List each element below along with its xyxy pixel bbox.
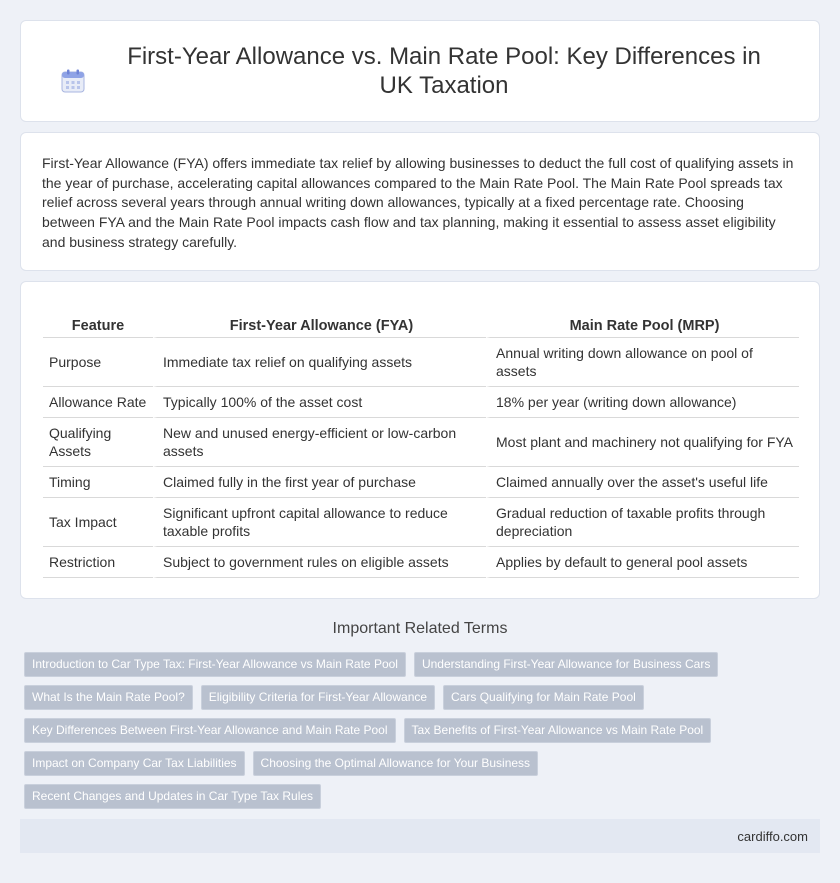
calendar-icon [60,68,86,94]
table-row [43,547,799,578]
row-feature: Restriction [43,547,153,578]
related-tag[interactable]: Tax Benefits of First-Year Allowance vs Main Rate Pool [404,718,712,743]
related-tag[interactable]: Choosing the Optimal Allowance for Your Business [253,751,539,776]
related-tag[interactable]: Impact on Company Car Tax Liabilities [24,751,245,776]
related-tag[interactable]: Eligibility Criteria for First-Year Allowance [201,685,435,710]
row-fya: Significant upfront capital allowance to reduce taxable profits [153,498,486,547]
table-row [43,387,799,418]
table-row [43,467,799,498]
table-header-row [43,312,799,338]
row-fya: New and unused energy-efficient or low-carbon assets [153,418,486,467]
header-fya: First-Year Allowance (FYA) [153,312,486,338]
title-card [20,20,820,122]
table-row [43,498,799,547]
related-tag[interactable]: Cars Qualifying for Main Rate Pool [443,685,644,710]
table-row [43,418,799,467]
footer-site-link[interactable]: cardiffo.com [737,828,808,844]
related-terms-section [20,620,820,809]
related-tag[interactable]: Key Differences Between First-Year Allowance and Main Rate Pool [24,718,396,743]
page-title: First-Year Allowance vs. Main Rate Pool: Key Differences in UK Taxation [127,43,761,99]
row-mrp: Claimed annually over the asset's useful life [486,467,799,498]
intro-card [20,132,820,271]
row-mrp: 18% per year (writing down allowance) [486,387,799,418]
related-terms-heading: Important Related Terms [332,620,508,637]
table-row [43,338,799,387]
footer [20,819,820,853]
header-mrp: Main Rate Pool (MRP) [486,312,799,338]
related-tag[interactable]: What Is the Main Rate Pool? [24,685,193,710]
row-feature: Allowance Rate [43,387,153,418]
row-fya: Subject to government rules on eligible assets [153,547,486,578]
related-tags [20,652,820,809]
related-tag[interactable]: Introduction to Car Type Tax: First-Year Allowance vs Main Rate Pool [24,652,406,677]
intro-paragraph: First-Year Allowance (FYA) offers immediate tax relief by allowing businesses to deduct the full cost of qualifying assets in the year of purchase, accelerating capital allowances compared to the Main Rate Pool. The Main Rate Pool spreads tax relief across several years through annual writing down allowances, typically at a fixed percentage rate. Choosing between FYA and the Main Rate Pool impacts cash flow and tax planning, making it essential to assess asset eligibility and business strategy carefully. [42,155,794,250]
related-tag[interactable]: Understanding First-Year Allowance for Business Cars [414,652,718,677]
row-fya: Immediate tax relief on qualifying assets [153,338,486,387]
row-fya: Claimed fully in the first year of purchase [153,467,486,498]
row-mrp: Applies by default to general pool assets [486,547,799,578]
row-mrp: Most plant and machinery not qualifying for FYA [486,418,799,467]
row-feature: Tax Impact [43,498,153,547]
row-mrp: Annual writing down allowance on pool of assets [486,338,799,387]
row-feature: Purpose [43,338,153,387]
header-feature: Feature [43,312,153,338]
title-wrap [60,42,780,100]
row-fya: Typically 100% of the asset cost [153,387,486,418]
comparison-table-card [20,281,820,599]
related-tag[interactable]: Recent Changes and Updates in Car Type Tax Rules [24,784,321,809]
row-feature: Qualifying Assets [43,418,153,467]
comparison-table [43,312,799,578]
row-mrp: Gradual reduction of taxable profits through depreciation [486,498,799,547]
row-feature: Timing [43,467,153,498]
